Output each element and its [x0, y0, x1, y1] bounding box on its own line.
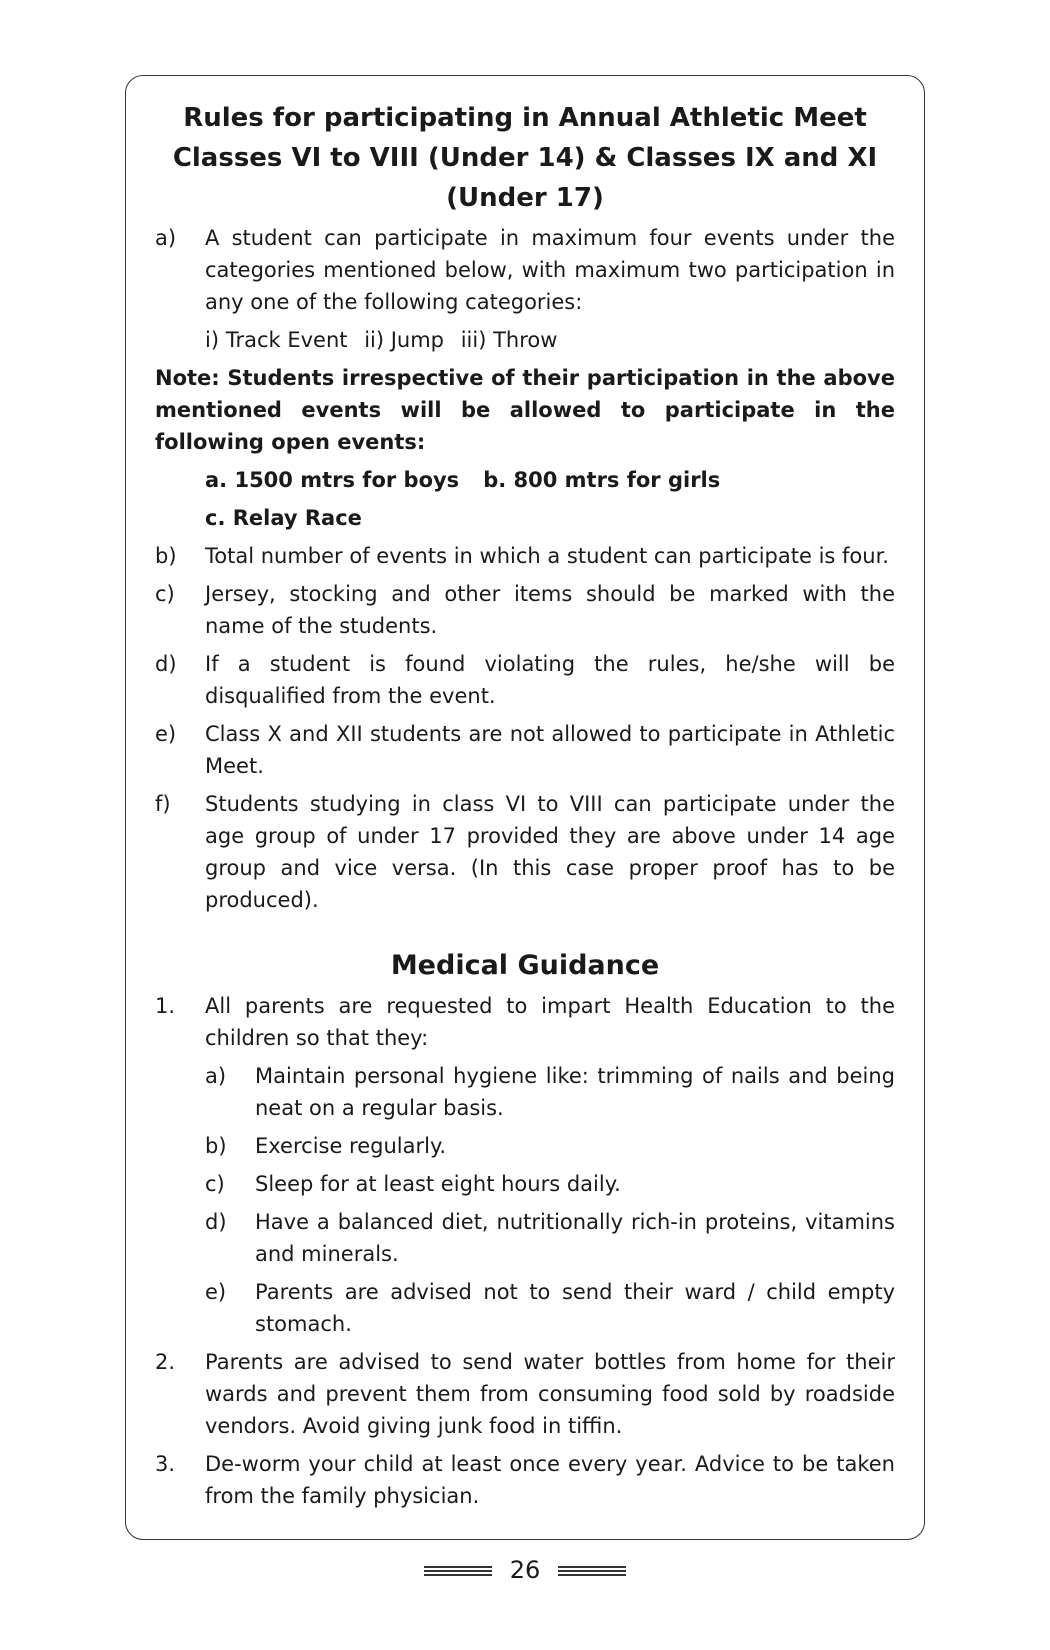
rule-text: Class X and XII students are not allowed to participate in Athletic Meet.: [205, 722, 895, 778]
page-footer: [0, 1555, 1050, 1585]
categories-line: [205, 324, 895, 356]
rule-marker: e): [155, 722, 177, 746]
title-line-1: Rules for participating in Annual Athletic Meet: [183, 103, 867, 133]
medical-item-1: [155, 990, 895, 1054]
medical-subitems: [205, 1060, 895, 1340]
medical-subitem-a: [205, 1060, 895, 1124]
rule-marker: c): [155, 582, 175, 606]
rule-item-a: [155, 222, 895, 318]
title-line-2: Classes VI to VIII (Under 14) & Classes IX and XI: [172, 143, 878, 173]
rule-text: Students studying in class VI to VIII can participate under the age group of under 17 provided they are above under 14 age group and vice versa. (In this case proper proof has to be produced).: [205, 792, 895, 912]
medical-subitem-c: [205, 1168, 895, 1200]
subitem-marker: b): [205, 1134, 227, 1158]
open-events-line-1: [205, 464, 895, 496]
subitem-text: Exercise regularly.: [255, 1134, 447, 1158]
open-events-line-2: [205, 502, 895, 534]
medical-item-3: [155, 1448, 895, 1512]
rule-text: If a student is found violating the rules, he/she will be disqualified from the event.: [205, 652, 895, 708]
page-number: 26: [509, 1556, 541, 1584]
rule-text: A student can participate in maximum four events under the categories mentioned below, with maximum two participation in any one of the following categories:: [205, 226, 895, 314]
title-line-3: (Under 17): [446, 183, 604, 213]
subitem-marker: a): [205, 1064, 227, 1088]
category-jump: ii) Jump: [364, 328, 445, 352]
subitem-marker: c): [205, 1172, 225, 1196]
rule-item-c: [155, 578, 895, 642]
rule-marker: d): [155, 652, 177, 676]
rule-marker: f): [155, 792, 171, 816]
open-event-girls: b. 800 mtrs for girls: [483, 468, 721, 492]
rule-marker: b): [155, 544, 177, 568]
medical-item-2: [155, 1346, 895, 1442]
subitem-text: Maintain personal hygiene like: trimming of nails and being neat on a regular basis.: [255, 1064, 895, 1120]
page-title: [165, 98, 885, 218]
note-paragraph: Note: Students irrespective of their participation in the above mentioned events will be allowed to participate in the following open events:: [155, 366, 895, 454]
medical-subitem-d: [205, 1206, 895, 1270]
medical-text: All parents are requested to impart Health Education to the children so that they:: [205, 994, 895, 1050]
medical-marker: 2.: [155, 1350, 176, 1374]
rule-text: Total number of events in which a student can participate is four.: [205, 544, 889, 568]
footer-rule-right: [558, 1566, 626, 1574]
open-event-boys: a. 1500 mtrs for boys: [205, 468, 460, 492]
rule-item-b: [155, 540, 895, 572]
medical-subitem-b: [205, 1130, 895, 1162]
rule-item-f: [155, 788, 895, 916]
medical-subitem-e: [205, 1276, 895, 1340]
subitem-text: Sleep for at least eight hours daily.: [255, 1172, 621, 1196]
page-content: [155, 98, 895, 1518]
medical-marker: 1.: [155, 994, 176, 1018]
rule-marker: a): [155, 226, 177, 250]
category-track: i) Track Event: [205, 328, 348, 352]
open-event-relay: c. Relay Race: [205, 506, 362, 530]
medical-text: Parents are advised to send water bottles from home for their wards and prevent them from consuming food sold by roadside vendors. Avoid giving junk food in tiffin.: [205, 1350, 895, 1438]
rule-item-e: [155, 718, 895, 782]
subitem-marker: e): [205, 1280, 227, 1304]
rule-text: Jersey, stocking and other items should be marked with the name of the students.: [205, 582, 895, 638]
footer-rule-left: [424, 1566, 492, 1574]
medical-text: De-worm your child at least once every year. Advice to be taken from the family physician.: [205, 1452, 895, 1508]
medical-marker: 3.: [155, 1452, 176, 1476]
subitem-text: Parents are advised not to send their ward / child empty stomach.: [255, 1280, 895, 1336]
category-throw: iii) Throw: [460, 328, 558, 352]
medical-heading: Medical Guidance: [390, 950, 660, 981]
subitem-text: Have a balanced diet, nutritionally rich-in proteins, vitamins and minerals.: [255, 1210, 895, 1266]
subitem-marker: d): [205, 1210, 227, 1234]
rule-item-d: [155, 648, 895, 712]
